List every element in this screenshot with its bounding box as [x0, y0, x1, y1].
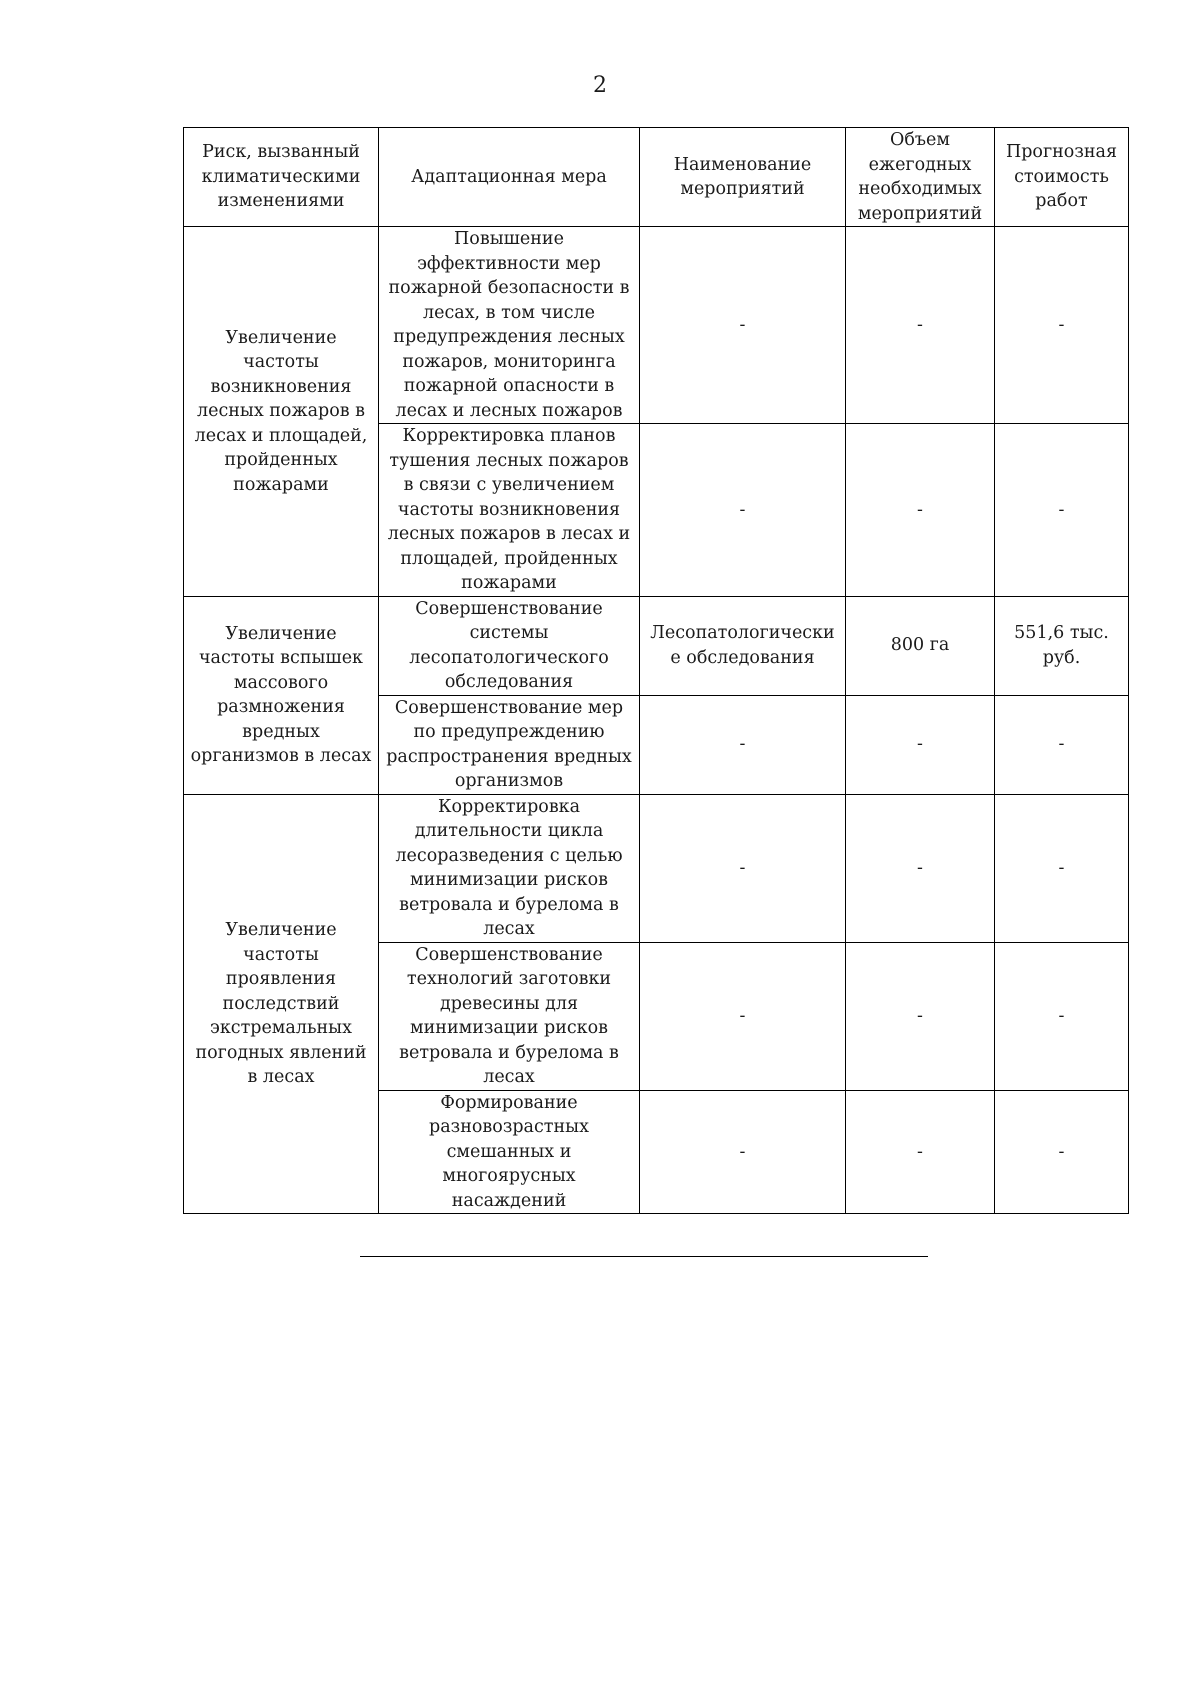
activity-cell: - [640, 424, 846, 597]
measure-cell: Повышение эффективности мер пожарной безопасности в лесах, в том числе предупреждения лесных пожаров, мониторинга пожарной опасности в лесах и лесных пожаров [379, 227, 640, 424]
activity-cell: - [640, 1090, 846, 1214]
volume-cell: 800 га [846, 596, 995, 695]
header-volume: Объем ежегодных необходимых мероприятий [846, 128, 995, 227]
volume-cell: - [846, 942, 995, 1090]
activity-cell: Лесопатологически е обследования [640, 596, 846, 695]
table-row [184, 227, 1129, 424]
risk-cell: Увеличение частоты проявления последствий экстремальных погодных явлений в лесах [184, 794, 379, 1214]
volume-cell: - [846, 1090, 995, 1214]
activity-cell: - [640, 695, 846, 794]
activity-cell: - [640, 794, 846, 942]
volume-cell: - [846, 227, 995, 424]
header-measure: Адаптационная мера [379, 128, 640, 227]
cost-cell: 551,6 тыс. руб. [995, 596, 1129, 695]
cost-cell: - [995, 1090, 1129, 1214]
volume-cell: - [846, 695, 995, 794]
volume-cell: - [846, 794, 995, 942]
activity-cell: - [640, 942, 846, 1090]
end-of-document-line [360, 1256, 928, 1257]
cost-cell: - [995, 794, 1129, 942]
risk-cell: Увеличение частоты вспышек массового размножения вредных организмов в лесах [184, 596, 379, 794]
table-row [184, 596, 1129, 695]
cost-cell: - [995, 424, 1129, 597]
table-header-row [184, 128, 1129, 227]
cost-cell: - [995, 942, 1129, 1090]
header-risk: Риск, вызванный климатическими изменениями [184, 128, 379, 227]
activity-cell: - [640, 227, 846, 424]
page-number: 2 [593, 73, 607, 98]
volume-cell: - [846, 424, 995, 597]
adaptation-measures-table [183, 127, 1129, 1214]
cost-cell: - [995, 227, 1129, 424]
measure-cell: Корректировка длительности цикла лесоразведения с целью минимизации рисков ветровала и бурелома в лесах [379, 794, 640, 942]
measure-cell: Совершенствование мер по предупреждению распространения вредных организмов [379, 695, 640, 794]
header-activity: Наименование мероприятий [640, 128, 846, 227]
table-row [184, 794, 1129, 942]
measure-cell: Совершенствование системы лесопатологического обследования [379, 596, 640, 695]
measure-cell: Формирование разновозрастных смешанных и многоярусных насаждений [379, 1090, 640, 1214]
cost-cell: - [995, 695, 1129, 794]
measure-cell: Совершенствование технологий заготовки древесины для минимизации рисков ветровала и бурелома в лесах [379, 942, 640, 1090]
risk-cell: Увеличение частоты возникновения лесных пожаров в лесах и площадей, пройденных пожарами [184, 227, 379, 597]
header-cost: Прогнозная стоимость работ [995, 128, 1129, 227]
measure-cell: Корректировка планов тушения лесных пожаров в связи с увеличением частоты возникновения лесных пожаров в лесах и площадей, пройденных пожарами [379, 424, 640, 597]
